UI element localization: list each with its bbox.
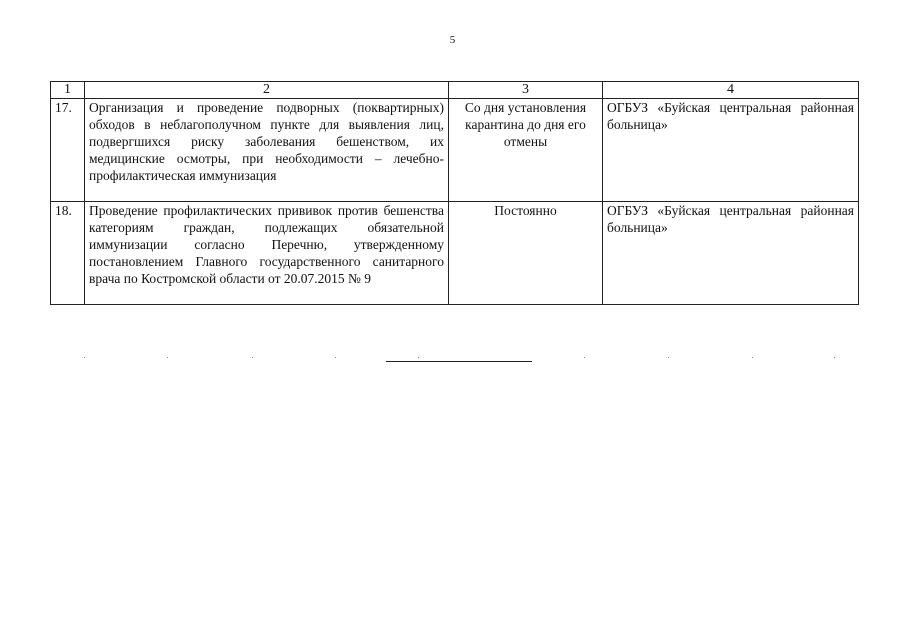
- scan-artifact: [752, 357, 753, 358]
- row-number: 18.: [51, 202, 85, 305]
- responsible-text: ОГБУЗ «Буйская центральная районная больница»: [603, 202, 859, 305]
- scan-artifact: [335, 357, 336, 358]
- scan-artifact: [668, 357, 669, 358]
- page-number: 5: [449, 34, 456, 46]
- table-row: [51, 202, 859, 305]
- header-col-3: 3: [449, 82, 603, 99]
- responsible-text: ОГБУЗ «Буйская центральная районная больница»: [603, 99, 859, 202]
- scan-artifact: [252, 357, 253, 358]
- measure-text: Проведение профилактических прививок против бешенства категориям граждан, подлежащих обязательной иммунизации согласно Перечню, утвержденному постановлением Главного государственного санитарного врача по Костромской области от 20.07.2015 № 9: [85, 202, 449, 305]
- scan-artifact: [418, 357, 419, 358]
- term-text: Со дня установления карантина до дня его отмены: [449, 99, 603, 202]
- scan-artifact: [834, 357, 835, 358]
- header-col-2: 2: [85, 82, 449, 99]
- measures-table: [50, 81, 859, 305]
- header-col-4: 4: [603, 82, 859, 99]
- scan-artifact: [167, 357, 168, 358]
- table-header-row: [51, 82, 859, 99]
- header-col-1: 1: [51, 82, 85, 99]
- scan-artifact: [584, 357, 585, 358]
- scan-artifact: [84, 357, 85, 358]
- term-text: Постоянно: [449, 202, 603, 305]
- row-number: 17.: [51, 99, 85, 202]
- closing-rule: [386, 361, 532, 362]
- table-row: [51, 99, 859, 202]
- measure-text: Организация и проведение подворных (поквартирных) обходов в неблагополучном пункте для выявления лиц, подвергшихся риску заболевания бешенством, их медицинские осмотры, при необходимости – лечебно-профилактическая иммунизация: [85, 99, 449, 202]
